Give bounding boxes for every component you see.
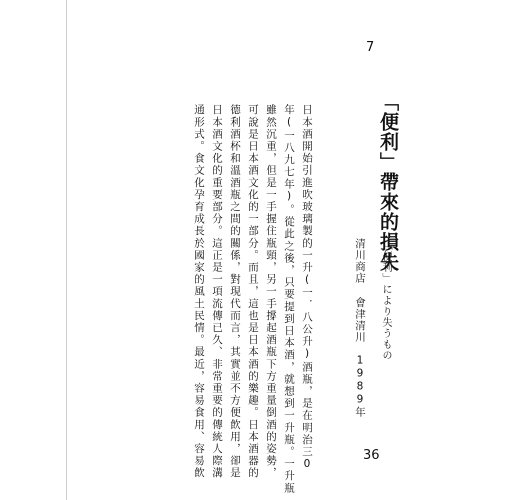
page-fold-line <box>66 0 67 500</box>
body-column: 年(一八九七年)。從此之後，只要提到日本酒，就想到一升瓶。一升瓶 <box>283 104 295 495</box>
body-column: 德利酒杯和溫酒瓶之間的關係，對現代而言，其實並不方便飲用，卻是 <box>229 104 241 480</box>
article-subtitle: 「便利」により失うもの <box>380 240 391 361</box>
page-number: 36 <box>363 448 380 463</box>
chapter-number: 7 <box>366 40 375 55</box>
body-column: 雖然沉重，但是一手握住瓶頸，另一手撐起酒瓶下方重量倒酒的姿勢， <box>265 104 277 480</box>
body-column: 可說是日本酒文化的一部分。而且，這也是日本酒的樂趣。日本酒器的 <box>247 104 259 480</box>
body-column: 通形式。食文化孕育成長於國家的風土民情。最近，容易食用、容易飲 <box>193 104 205 480</box>
body-column: 日本酒文化的重要部分。這正是一項流傳已久、非常重要的傳統人際溝 <box>211 104 223 480</box>
body-column: 日本酒開始引進吹玻璃製的一升(一．八公升)酒瓶，是在明治三0 <box>301 104 313 472</box>
article-source: 清川商店 會津清川 1989年 <box>354 238 366 418</box>
article-title: 「便利」帶來的損失 <box>377 92 399 272</box>
